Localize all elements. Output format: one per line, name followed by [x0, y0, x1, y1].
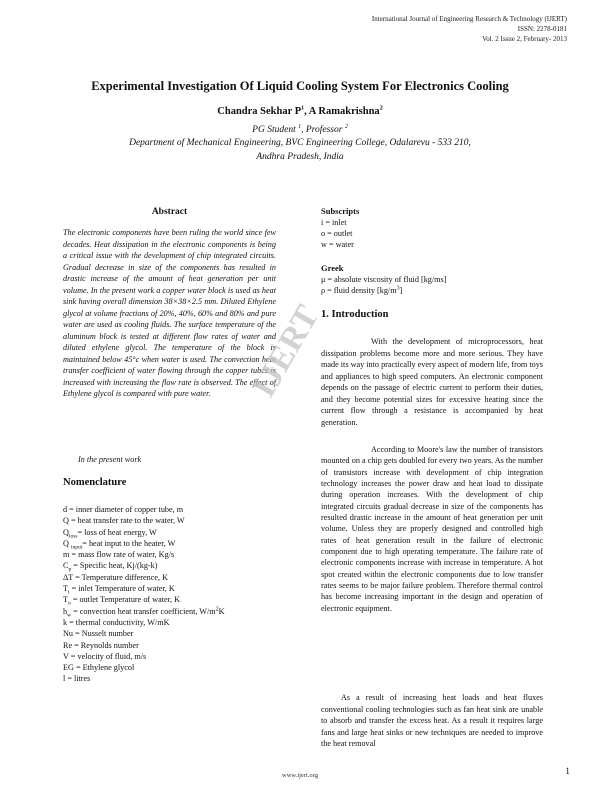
page-number: 1: [565, 767, 570, 777]
list-item: $T_i$ = inlet Temperature of water, K: [63, 584, 175, 596]
author-separator: ,: [304, 106, 309, 117]
list-item: Q $_{input}$= heat input to the heater, W: [63, 538, 176, 551]
list-item: w = water: [321, 240, 354, 249]
journal-volume: Vol. 2 Issue 2, February- 2013: [482, 35, 567, 43]
paper-title: Experimental Investigation Of Liquid Cooling System For Electronics Cooling: [91, 79, 509, 93]
intro-paragraph-3: As a result of increasing heat loads and heat fluxes conventional cooling technologies such as fan heat sink are unable to absorb and transfer the excess heat. As a result it requires large fans and large heat sinks or new techniques are needed to improve the heat removal: [321, 693, 543, 748]
journal-name: International Journal of Engineering Research & Technology (IJERT): [371, 15, 567, 23]
journal-issn: ISSN: 2278-0181: [517, 25, 567, 33]
footer-link[interactable]: www.ijert.org: [282, 772, 318, 779]
list-item: EG = Ethylene glycol: [63, 663, 135, 673]
greek-list: [321, 274, 543, 296]
list-item: $T_o$ = outlet Temperature of water, K: [63, 595, 181, 608]
affiliation: [60, 124, 540, 164]
author-1-mark: 1: [301, 105, 305, 112]
author-2: A Ramakrishna: [308, 106, 380, 117]
author-1: Chandra Sekhar P: [217, 106, 302, 117]
list-item: Re = Reynolds number: [63, 640, 139, 650]
greek-heading: Greek: [321, 263, 344, 273]
list-item: d = inner diameter of copper tube, m: [63, 505, 184, 514]
introduction-heading: 1. Introduction: [321, 309, 389, 320]
abstract-fragment: In the present work: [78, 455, 142, 464]
abstract-text: The electronic components have been ruling the world since few decades. Heat dissipation in the electronic components is being a critical issue with the development of chip integrated circuits. Gradual decrease in size of the components has resulted in drastic increase of the amount of heat generation per unit volume. In the present work a copper water block is used as heat sink having overall dimension 38×38×2.5 mm. Diluted Ethylene glycol at volume fractions of 20%, 40%, 60% and 80% and pure water are used as cooling fluids. The surface temperature of the aluminum block is tested at different flow rates of water and diluted ethylene glycol. The temperature of the block is maintained below 45°c when water is used. The convection heat transfer coefficient of water flowing through the copper tubes is increased with increasing the flow rate is observed. The effect of Ethylene glycol is compared with pure water.: [63, 228, 276, 398]
nomenclature-list: [63, 504, 276, 685]
author-line: [30, 106, 570, 117]
affiliation-department: Department of Mechanical Engineering, BVC Engineering College, Odalarevu - 533 210,: [129, 138, 471, 149]
affiliation-roles: [60, 124, 540, 137]
watermark: IJERT: [245, 299, 327, 404]
list-item: o = outlet: [321, 229, 353, 238]
list-item: $C_p$ = Specific heat, Kj/(kg-k): [63, 561, 158, 574]
nomenclature-heading: Nomenclature: [63, 477, 127, 488]
role-2: , Professor: [301, 125, 345, 135]
list-item: Nu = Nusselt number: [63, 629, 134, 639]
list-item: V = velocity of fluid, m/s: [63, 651, 147, 661]
role-2-mark: 2: [344, 123, 348, 130]
subscripts-heading: Subscripts: [321, 206, 360, 216]
abstract-heading: Abstract: [151, 207, 188, 217]
list-item: ρ = fluid density $[kg/m^3]$: [321, 285, 403, 295]
role-1-mark: 1: [298, 123, 302, 130]
list-item: μ = absolute viscosity of fluid [kg/ms]: [321, 275, 447, 284]
list-item: $h_w$ = convection heat transfer coefficient, $W/m^2K$: [63, 605, 225, 619]
list-item: l = litres: [63, 674, 91, 684]
journal-header: [372, 14, 567, 44]
list-item: k = thermal conductivity, W/mK: [63, 617, 170, 627]
intro-paragraph-2: According to Moore's law the number of transistors mounted on a chip gets doubled for every two years. As the number of transistors increase with development of chip integration technology increases the power draw and heat load to dissipate during operation increases. With the development of chip integrated circuits gradual decrease in size of the components has resulted drastic increase in the amount of heat generation per unit volume. Unless they are properly designed and controlled high rates of heat generation result in the failure of electronic component due to high operating temperature. The failure rate of electronic components increase with increase in temperature. A hot spot created within the electronic components due to low transfer rates seems to be major failure problem. Therefore thermal control has become increasing important in the design and operation of electronic equipment.: [321, 445, 543, 613]
list-item: i = inlet: [321, 218, 347, 227]
author-2-mark: 2: [379, 105, 383, 112]
list-item: Q = heat transfer rate to the water, W: [63, 516, 185, 526]
list-item: ΔT = Temperature difference, K: [63, 572, 169, 582]
list-item: m = mass flow rate of water, Kg/s: [63, 550, 175, 560]
affiliation-location: Andhra Pradesh, India: [256, 151, 344, 162]
role-1: PG Student: [252, 125, 299, 135]
list-item: $Q_{loss}=$ loss of heat energy, W: [63, 527, 157, 540]
intro-paragraph-1: With the development of microprocessors, heat dissipation problems become more and more serious. They have made its way into practically every aspect of modern life, from toys and appliances to high speed computers. An electronic component depends on the passage of electric current to perform their duties, and they become potential sizes for excessive heating since the current flow through a resistance is accompanied by heat generation.: [321, 337, 543, 427]
subscripts-list: [321, 217, 543, 250]
